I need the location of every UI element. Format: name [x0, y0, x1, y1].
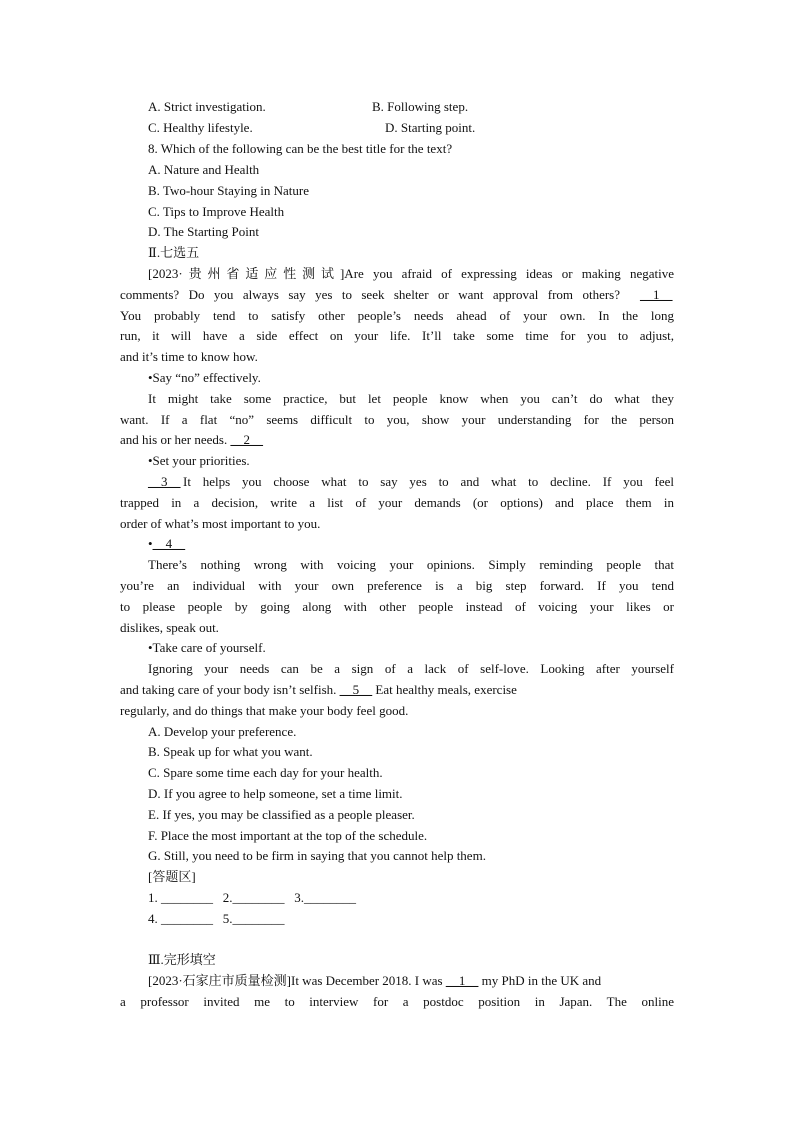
blank-3: __3__	[148, 474, 181, 489]
q7-option-d: D. Starting point.	[385, 120, 476, 135]
option-b: B. Speak up for what you want.	[148, 744, 313, 759]
subheading-blank-4: •__4__	[148, 536, 186, 551]
subheading-say-no: •Say “no” effectively.	[148, 370, 261, 385]
subheading-take-care: •Take care of yourself.	[148, 640, 266, 655]
answer-row-1: 1. ________ 2.________ 3.________	[148, 890, 356, 905]
section-2-p1-line4: run, it will have a side effect on your life. It’ll take some time for you to adjust,	[120, 328, 674, 343]
option-a: A. Develop your preference.	[148, 724, 297, 739]
section-3-p1-line2: a professor invited me to interview for a postdoc position in Japan. The online	[120, 994, 674, 1009]
option-e: E. If yes, you may be classified as a people pleaser.	[148, 807, 415, 822]
section-2-p3-line1: It helps you choose what to say yes to and what to decline. If you feel	[183, 474, 674, 489]
subheading-priorities: •Set your priorities.	[148, 453, 250, 468]
blank-1: __1__	[640, 287, 673, 302]
q7-option-b: B. Following step.	[372, 99, 469, 114]
section-2-p5-line1: Ignoring your needs can be a sign of a lack of self-love. Looking after yourself	[148, 661, 674, 676]
answer-row-2: 4. ________ 5.________	[148, 911, 285, 926]
section-3-p1-line1: [2023·石家庄市质量检测]It was December 2018. I was __1__ my PhD in the UK and	[148, 973, 602, 988]
q7-option-a: A. Strict investigation.	[148, 99, 266, 114]
section-2-p4-line2: you’re an individual with your own preference is a big step forward. If you tend	[120, 578, 674, 593]
section-2-p1-line1: [2023·贵州省适应性测试]Are you afraid of expressing ideas or making negative	[148, 266, 674, 281]
blank-c1: __1__	[445, 973, 479, 988]
section-2-p4-line4: dislikes, speak out.	[120, 620, 219, 635]
section-2-p1-line3: You probably tend to satisfy other people’s needs ahead of your own. In the long	[120, 308, 674, 323]
blank-2: __2__	[230, 432, 263, 447]
section-2-p1-line5: and it’s time to know how.	[120, 349, 258, 364]
option-c: C. Spare some time each day for your health.	[148, 765, 383, 780]
section-2-p5-line3: regularly, and do things that make your body feel good.	[120, 703, 409, 718]
q8-option-b: B. Two-hour Staying in Nature	[148, 183, 309, 198]
option-d: D. If you agree to help someone, set a time limit.	[148, 786, 403, 801]
section-2-p2-line1: It might take some practice, but let people know when you can’t do what they	[148, 391, 674, 406]
blank-4: __4__	[152, 536, 186, 551]
section-2-p2-line2: want. If a flat “no” seems difficult to you, show your understanding for the person	[120, 412, 674, 427]
q7-option-c: C. Healthy lifestyle.	[148, 120, 253, 135]
section-2-p4-line3: to please people by going along with other people instead of voicing your likes or	[120, 599, 674, 614]
q8-option-d: D. The Starting Point	[148, 224, 259, 239]
q8-option-c: C. Tips to Improve Health	[148, 204, 285, 219]
section-2-p3-line3: order of what’s most important to you.	[120, 516, 321, 531]
q8-stem: 8. Which of the following can be the best title for the text?	[148, 141, 453, 156]
section-3-heading: Ⅲ.完形填空	[148, 952, 216, 967]
section-2-p4-line1: There’s nothing wrong with voicing your opinions. Simply reminding people that	[148, 557, 674, 572]
section-2-heading: Ⅱ.七选五	[148, 245, 200, 260]
option-f: F. Place the most important at the top of the schedule.	[148, 828, 428, 843]
section-2-p3-line2: trapped in a decision, write a list of your demands (or options) and place them in	[120, 495, 674, 510]
blank-5: __5__	[339, 682, 373, 697]
option-g: G. Still, you need to be firm in saying that you cannot help them.	[148, 848, 486, 863]
section-2-p2-line3: and his or her needs. __2__	[120, 432, 263, 447]
section-2-p1-line2: comments? Do you always say yes to seek shelter or want approval from others?	[120, 287, 620, 302]
section-2-p5-line2: and taking care of your body isn’t selfish. __5__ Eat healthy meals, exercise	[120, 682, 517, 697]
answer-area-label: [答题区]	[148, 869, 196, 884]
q8-option-a: A. Nature and Health	[148, 162, 260, 177]
